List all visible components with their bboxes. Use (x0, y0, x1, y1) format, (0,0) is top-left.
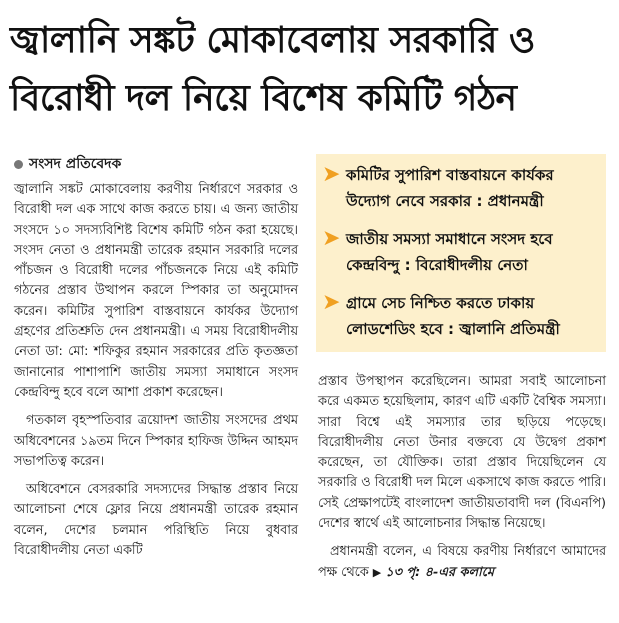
highlight-item (322, 290, 602, 342)
highlight-line: লোডশেডিং হবে : জ্বালানি প্রতিমন্ত্রী (346, 320, 560, 338)
article-column-1 (14, 180, 298, 561)
byline (14, 152, 121, 176)
paragraph: জ্বালানি সঙ্কট মোকাবেলায় করণীয় নির্ধারণে সরকার ও বিরোধী দল এক সাথে কাজ করতে চায়। এ জন্য জাতীয় সংসদে ১০ সদস্যবিশিষ্ট বিশেষ কমিটি গঠন করা হয়েছে। সংসদ নেতা ও প্রধানমন্ত্রী তারেক রহমান সরকারি দলের পাঁচজন ও বিরোধী দলের পাঁচজনকে নিয়ে এই কমিটি গঠনের প্রস্তাব উত্থাপন করলে স্পিকার তা অনুমোদন করেন। কমিটির সুপারিশ বাস্তবায়নে কার্যকর উদ্যোগ গ্রহণের প্রতিশ্রুতি দেন প্রধানমন্ত্রী। এ সময় বিরোধীদলীয় নেতা ডা: মো: শফিকুর রহমান সরকারের প্রতি কৃতজ্ঞতা জানানোর পাশাপাশি জাতীয় সমস্যা সমাধানে সংসদ কেন্দ্রবিন্দু হবে বলে আশা প্রকাশ করেছেন। (14, 182, 298, 400)
highlight-item (322, 162, 602, 214)
headline-line-1: জ্বালানি সঙ্কট মোকাবেলায় সরকারি ও (10, 20, 535, 61)
highlight-line: গ্রামে সেচ নিশ্চিত করতে ঢাকায় (346, 294, 535, 312)
paragraph: প্রস্তাব উপস্থাপন করেছিলেন। আমরা সবাই আলোচনা করে একমত হয়েছিলাম, কারণ এটি একটি বৈশ্বিক সমস্যা। সারা বিশ্বে এই সমস্যার তার ছড়িয়ে পড়েছে। বিরোধীদলীয় নেতা উনার বক্তব্যে যে উদ্বেগ প্রকাশ করেছেন, তা যৌক্তিক। তারা প্রস্তাব দিয়েছিলেন যে সরকারি ও বিরোধী দল মিলে একসাথে কাজ করতে পারি। সেই প্রেক্ষাপটেই বাংলাদেশ জাতীয়তাবাদী দল (বিএনপি) দেশের স্বার্থে এই আলোচনার সিদ্ধান্ত নিয়েছে। (318, 374, 606, 532)
byline-text: সংসদ প্রতিবেদক (29, 156, 122, 172)
paragraph: অধিবেশনে বেসরকারি সদস্যদের সিদ্ধান্ত প্রস্তাব নিয়ে আলোচনা শেষে ফ্লোর নিয়ে প্রধানমন্ত্রী তারেক রহমান বলেন, দেশের চলমান পরিস্থিতি নিয়ে বুধবার বিরোধীদলীয় নেতা একটি (14, 482, 298, 559)
paragraph (318, 542, 606, 583)
highlight-line: জাতীয় সমস্যা সমাধানে সংসদ হবে (346, 230, 553, 248)
arrow-right-icon: ➤ (322, 290, 341, 315)
paragraph: গতকাল বৃহস্পতিবার ত্রয়োদশ জাতীয় সংসদের প্রথম অধিবেশনের ১৯তম দিনে স্পিকার হাফিজ উদ্দিন আহমদ সভাপতিত্ব করেন। (14, 413, 298, 469)
bullet-dot-icon (14, 160, 23, 169)
arrow-right-icon: ➤ (322, 226, 341, 251)
highlight-line: উদ্যোগ নেবে সরকার : প্রধানমন্ত্রী (346, 192, 544, 210)
triangle-right-icon: ▶ (372, 565, 382, 579)
highlights-box (316, 154, 606, 352)
highlight-line: কেন্দ্রবিন্দু : বিরোধীদলীয় নেতা (346, 256, 528, 274)
headline (10, 12, 610, 128)
article-column-2 (318, 372, 606, 583)
continued-on-page: ১৩ পৃ: ৪-এর কলামে (385, 564, 494, 580)
highlight-item (322, 226, 602, 278)
highlight-line: কমিটির সুপারিশ বাস্তবায়নে কার্যকর (346, 166, 554, 184)
arrow-right-icon: ➤ (322, 162, 341, 187)
paragraph-text: প্রধানমন্ত্রী বলেন, এ বিষয়ে করণীয় নির্ধারণে আমাদের পক্ষ থেকে (318, 544, 606, 580)
headline-line-2: বিরোধী দল নিয়ে বিশেষ কমিটি গঠন (10, 78, 517, 119)
